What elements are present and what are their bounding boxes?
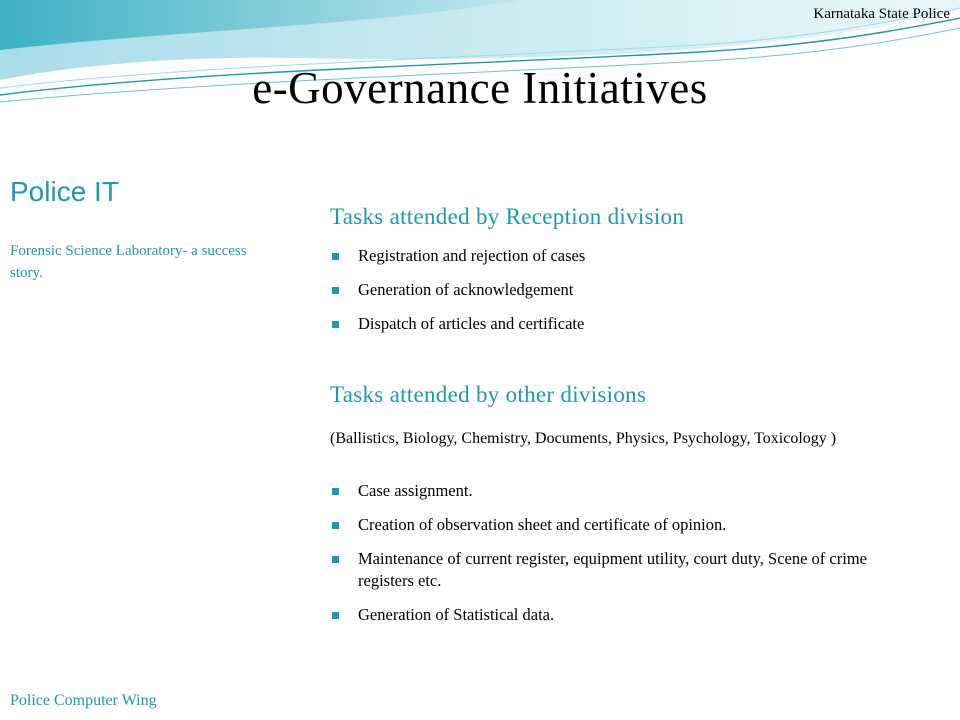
reception-task-list (330, 245, 918, 347)
list-item: Creation of observation sheet and certificate of opinion. (330, 514, 918, 536)
list-item: Case assignment. (330, 480, 918, 502)
list-item: Registration and rejection of cases (330, 245, 918, 267)
bullet-square-icon (332, 522, 339, 529)
bullet-square-icon (332, 321, 339, 328)
list-item: Generation of Statistical data. (330, 604, 918, 626)
page-title: e-Governance Initiatives (252, 63, 708, 113)
organization-name: Karnataka State Police (813, 6, 950, 22)
bullet-square-icon (332, 612, 339, 619)
bullet-square-icon (332, 556, 339, 563)
list-item: Dispatch of articles and certificate (330, 313, 918, 335)
section-title: Police IT (10, 176, 119, 207)
list-item: Generation of acknowledgement (330, 279, 918, 301)
bullet-square-icon (332, 488, 339, 495)
list-item: Maintenance of current register, equipment utility, court duty, Scene of crime registers etc. (330, 548, 918, 592)
bullet-square-icon (332, 287, 339, 294)
section-subtitle: Forensic Science Laboratory- a success story. (10, 243, 247, 281)
footer-label: Police Computer Wing (10, 692, 157, 709)
reception-heading: Tasks attended by Reception division (330, 204, 685, 229)
other-task-list (330, 480, 918, 638)
divisions-note: (Ballistics, Biology, Chemistry, Documents, Physics, Psychology, Toxicology ) (330, 430, 837, 447)
other-divisions-heading: Tasks attended by other divisions (330, 382, 647, 407)
bullet-square-icon (332, 253, 339, 260)
